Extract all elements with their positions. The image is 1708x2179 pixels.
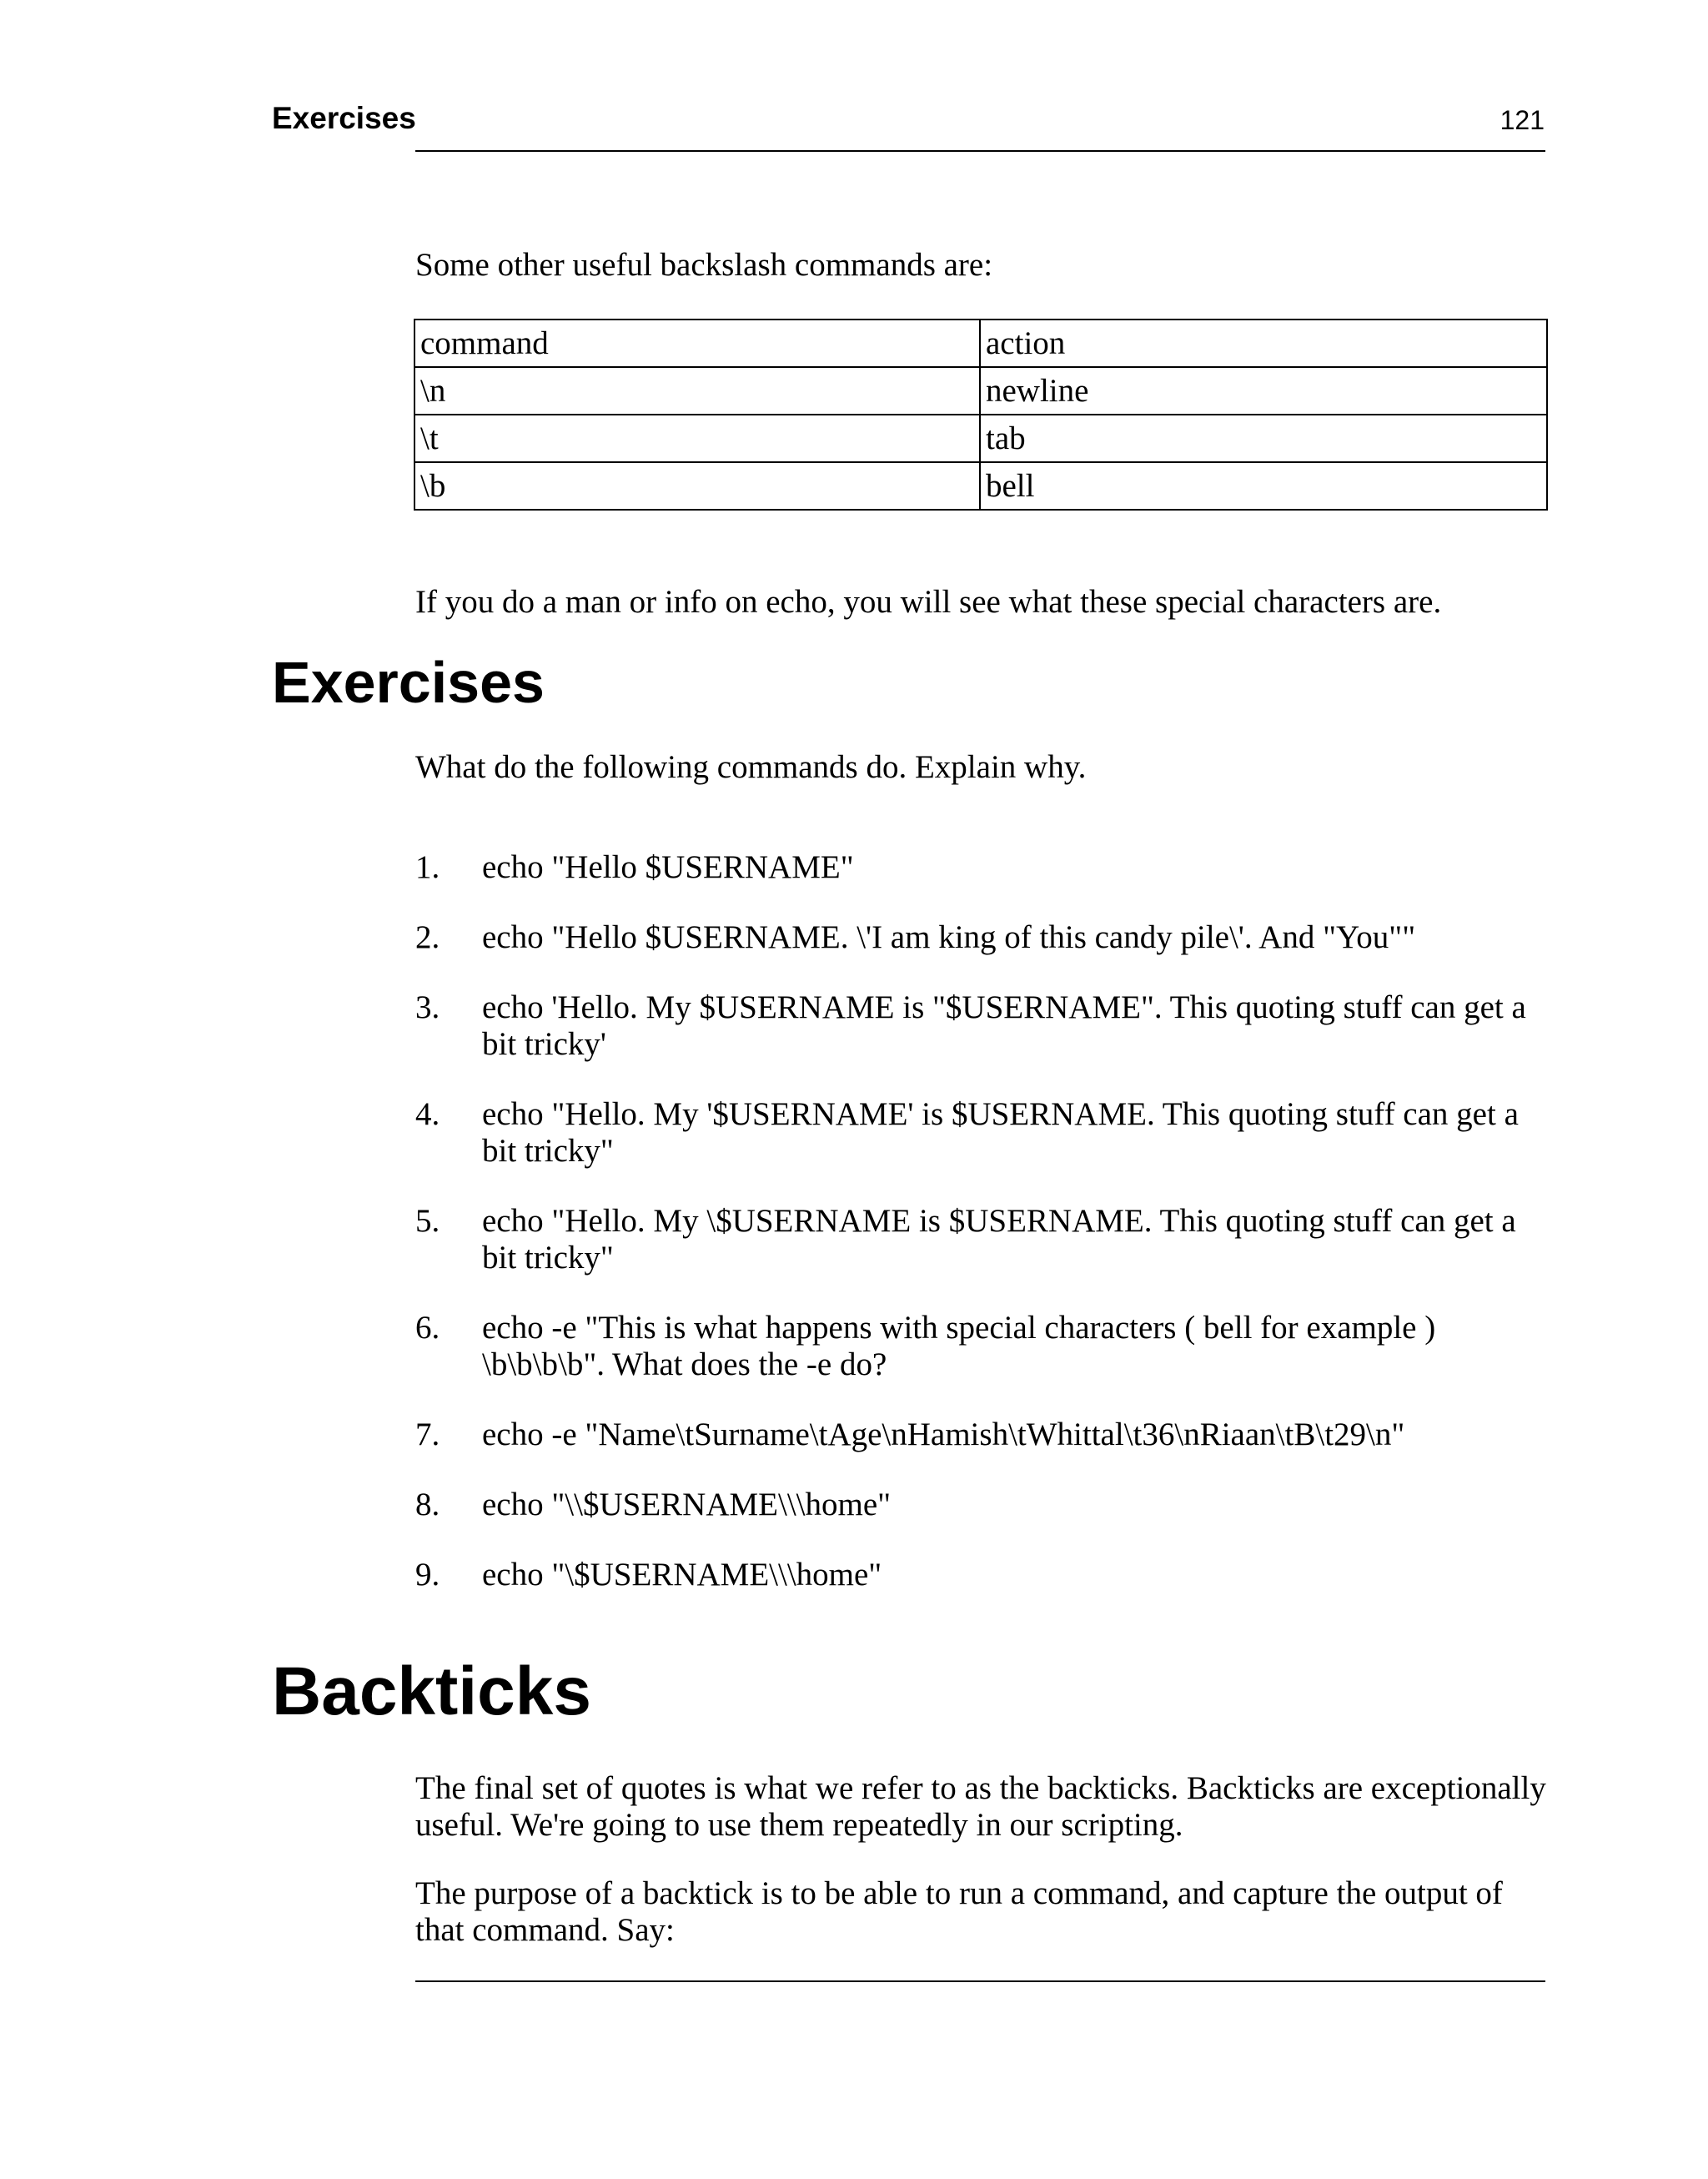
item-text: echo "Hello. My '$USERNAME' is $USERNAME. This quoting stuff can get a bit tricky"	[482, 1096, 1527, 1169]
table-header-row	[414, 320, 1547, 367]
list-item	[415, 1557, 1550, 1593]
list-item	[415, 1487, 1550, 1523]
table-row	[414, 367, 1547, 415]
list-item	[415, 849, 1550, 886]
backticks-heading: Backticks	[272, 1653, 591, 1729]
table-row	[414, 462, 1547, 510]
item-text: echo "Hello $USERNAME"	[482, 849, 854, 885]
list-item	[415, 919, 1550, 956]
item-number: 9.	[415, 1557, 440, 1593]
item-number: 2.	[415, 919, 440, 955]
exercises-heading: Exercises	[272, 650, 545, 715]
list-item	[415, 1417, 1550, 1453]
header-rule	[415, 150, 1545, 152]
item-number: 4.	[415, 1096, 440, 1132]
item-text: echo "Hello. My \$USERNAME is $USERNAME. This quoting stuff can get a bit tricky"	[482, 1203, 1525, 1276]
exercise-list	[415, 849, 1550, 1627]
item-text: echo "Hello $USERNAME. \'I am king of this candy pile\'. And "You""	[482, 919, 1416, 955]
after-table-paragraph: If you do a man or info on echo, you will see what these special characters are.	[415, 584, 1442, 620]
table-cell: newline	[980, 367, 1547, 415]
page-number: 121	[1500, 105, 1545, 135]
table-cell: tab	[980, 415, 1547, 462]
table-cell: \n	[414, 367, 980, 415]
running-header-title: Exercises	[272, 101, 416, 135]
table-header-cell: action	[980, 320, 1547, 367]
list-item	[415, 1203, 1550, 1276]
table-cell: bell	[980, 462, 1547, 510]
intro-paragraph: Some other useful backslash commands are:	[415, 247, 993, 283]
item-text: echo -e "Name\tSurname\tAge\nHamish\tWhittal\t36\nRiaan\tB\t29\n"	[482, 1417, 1405, 1452]
footer-rule	[415, 1980, 1545, 1982]
list-item	[415, 989, 1550, 1063]
backslash-commands-table	[414, 319, 1548, 511]
item-text: echo "\$USERNAME\\\home"	[482, 1557, 882, 1593]
item-number: 1.	[415, 849, 440, 885]
item-number: 6.	[415, 1310, 440, 1346]
item-text: echo -e "This is what happens with special characters ( bell for example ) \b\b\b\b". What does the -e do?	[482, 1310, 1444, 1382]
table-row	[414, 415, 1547, 462]
item-text: echo 'Hello. My $USERNAME is "$USERNAME". This quoting stuff can get a bit tricky'	[482, 989, 1535, 1062]
table-cell: \b	[414, 462, 980, 510]
item-number: 3.	[415, 989, 440, 1025]
item-number: 5.	[415, 1203, 440, 1239]
list-item	[415, 1096, 1550, 1170]
item-number: 8.	[415, 1487, 440, 1522]
backticks-paragraph-2: The purpose of a backtick is to be able to run a command, and capture the output of that command. Say:	[415, 1875, 1503, 1948]
list-item	[415, 1310, 1550, 1383]
exercises-prompt: What do the following commands do. Explain why.	[415, 749, 1087, 785]
table-header-cell: command	[414, 320, 980, 367]
item-text: echo "\\$USERNAME\\\home"	[482, 1487, 892, 1522]
item-number: 7.	[415, 1417, 440, 1452]
table-cell: \t	[414, 415, 980, 462]
backticks-paragraph-1: The final set of quotes is what we refer to as the backticks. Backticks are exceptionally useful. We're going to use them repeatedly in our scripting.	[415, 1770, 1546, 1843]
